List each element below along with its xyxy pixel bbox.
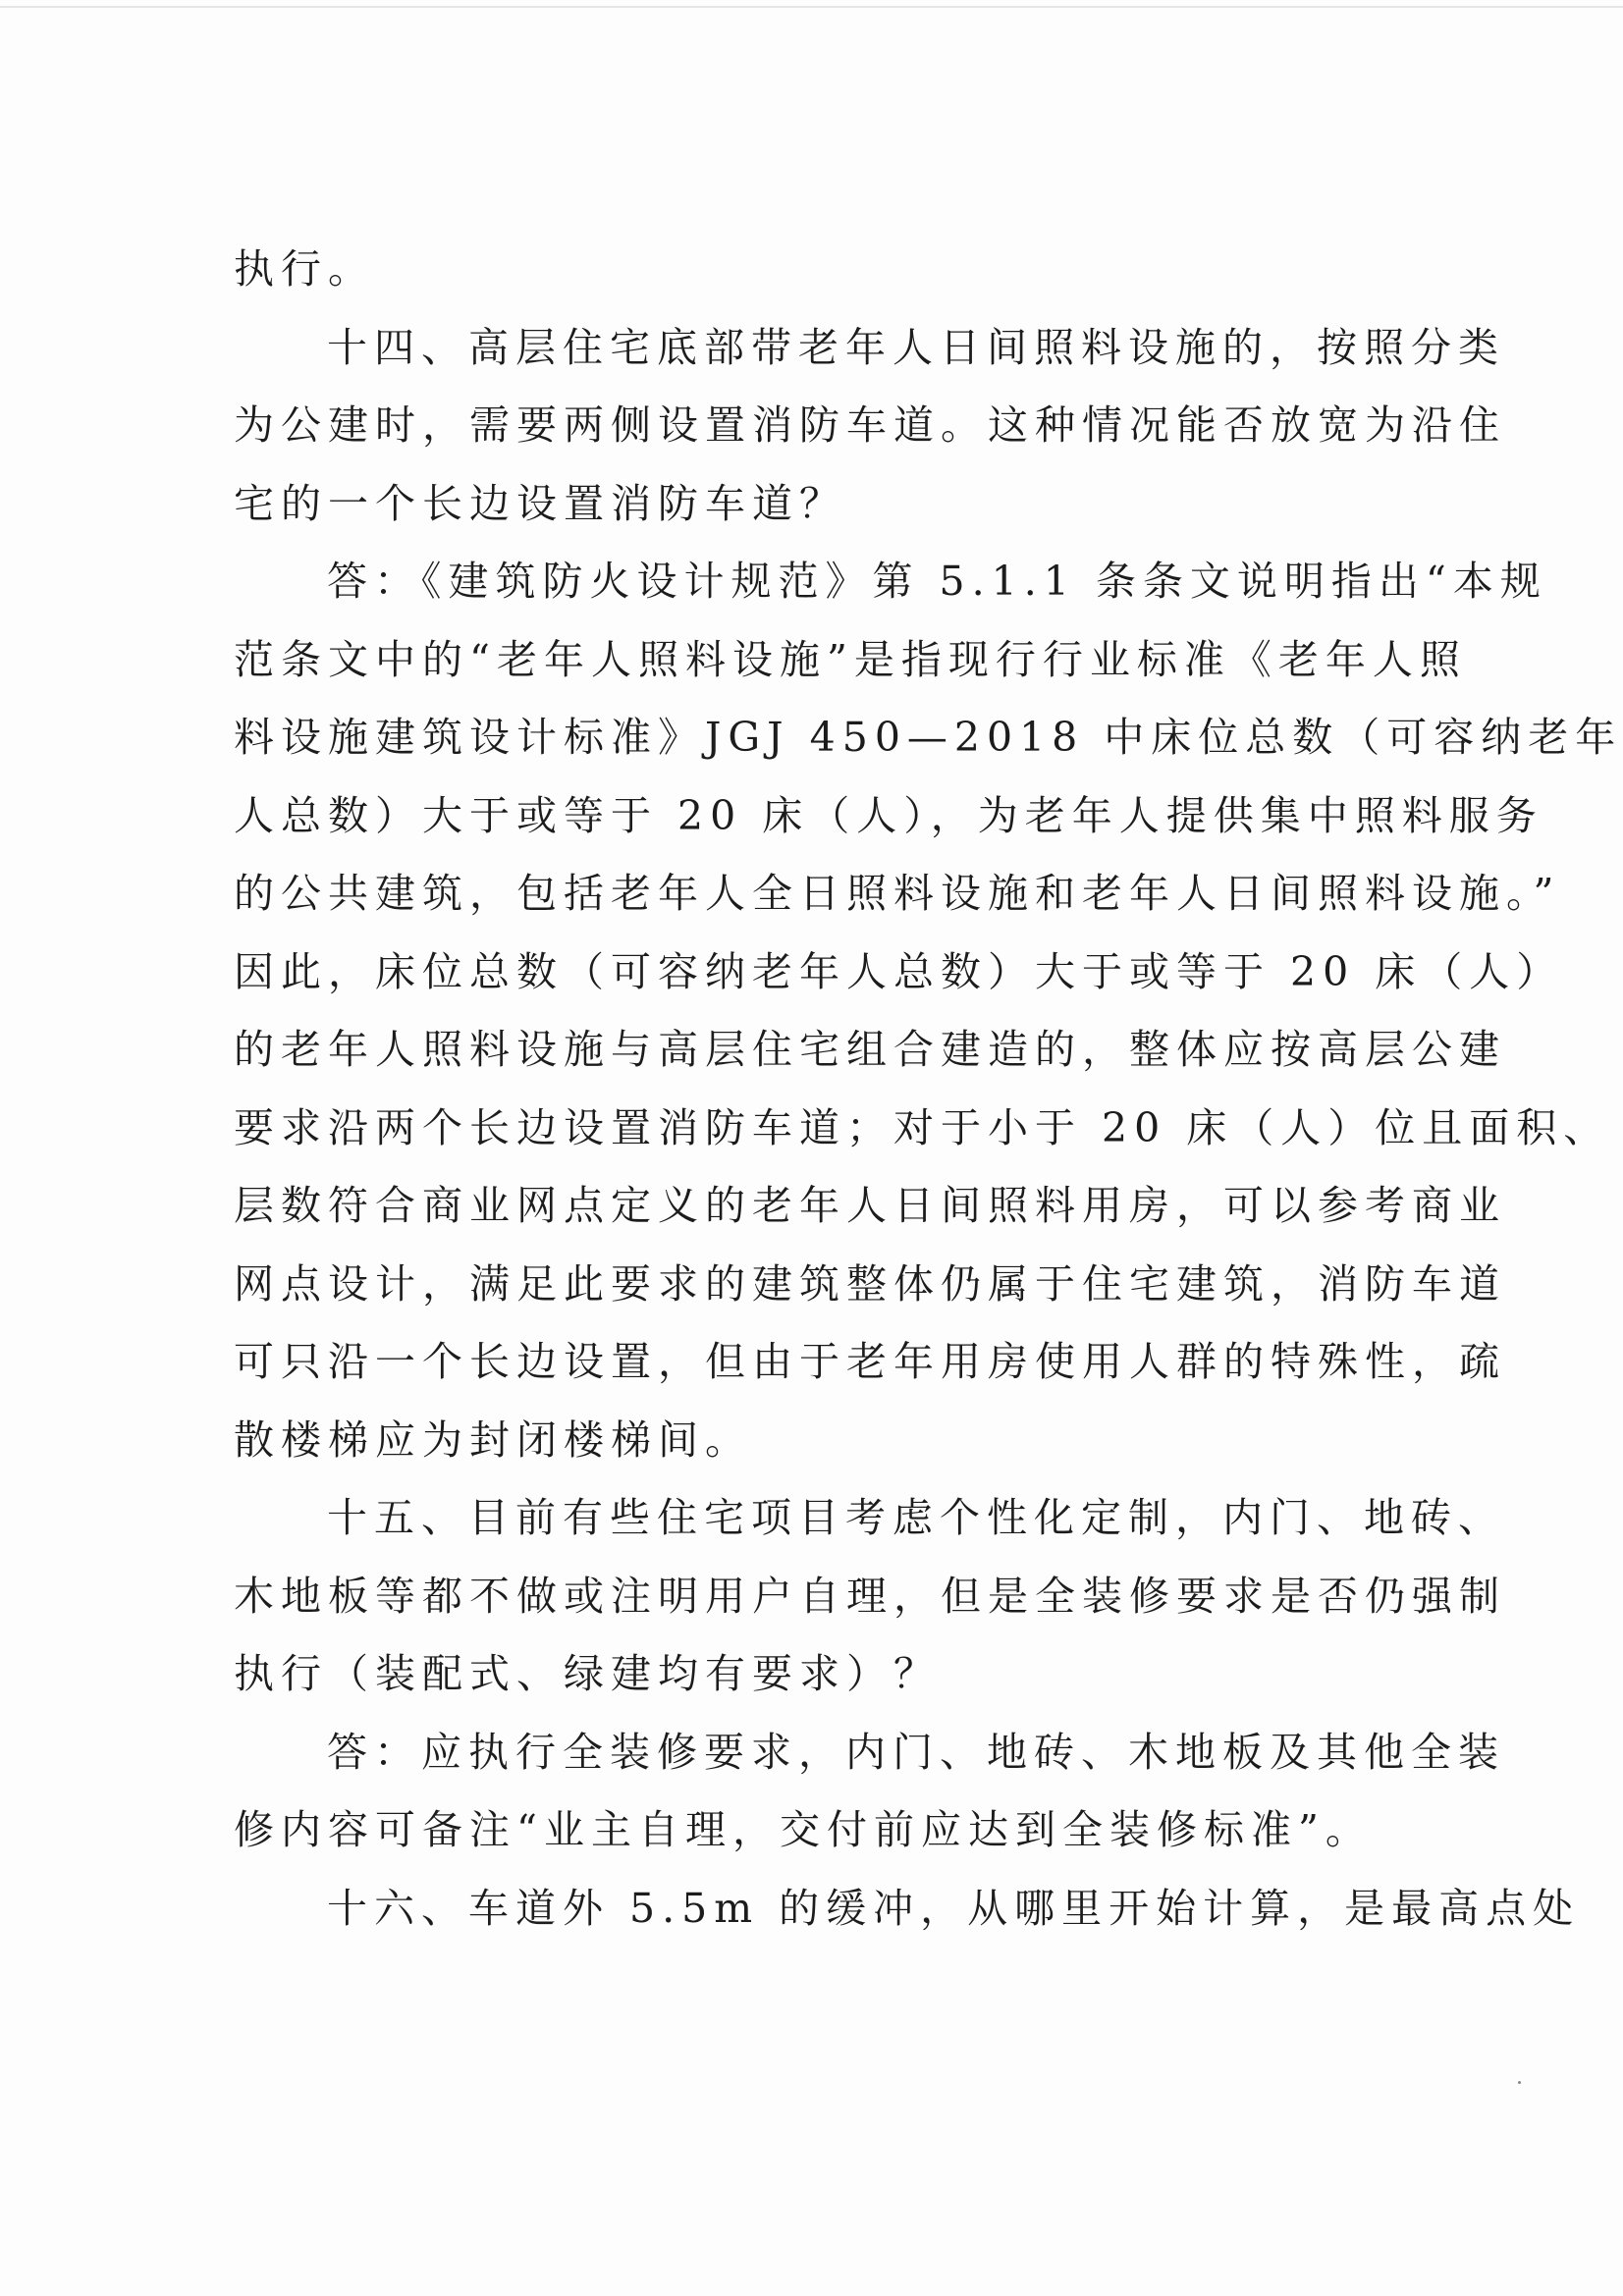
paragraph-line: 的老年人照料设施与高层住宅组合建造的，整体应按高层公建 xyxy=(234,1026,1506,1073)
paragraph-line: 要求沿两个长边设置消防车道；对于小于 20 床（人）位且面积、 xyxy=(234,1103,1611,1151)
paragraph-line: 料设施建筑设计标准》JGJ 450—2018 中床位总数（可容纳老年 xyxy=(234,714,1623,761)
question-15-heading: 十五、目前有些住宅项目考虑个性化定制，内门、地砖、 xyxy=(327,1494,1505,1541)
paragraph-line: 为公建时，需要两侧设置消防车道。这种情况能否放宽为沿住 xyxy=(234,401,1506,449)
document-body xyxy=(234,231,1623,1948)
paragraph-line: 执行（装配式、绿建均有要求）？ xyxy=(234,1650,941,1697)
paragraph-line: 因此，床位总数（可容纳老年人总数）大于或等于 20 床（人） xyxy=(234,947,1564,995)
paragraph-line: 网点设计，满足此要求的建筑整体仍属于住宅建筑，消防车道 xyxy=(234,1259,1506,1308)
paragraph-line: 宅的一个长边设置消防车道？ xyxy=(234,479,846,527)
paragraph-line: 可只沿一个长边设置，但由于老年用房使用人群的特殊性，疏 xyxy=(234,1338,1506,1385)
paragraph-line: 的公共建筑，包括老年人全日照料设施和老年人日间照料设施。” xyxy=(234,870,1561,917)
paragraph-line: 范条文中的“老年人照料设施”是指现行行业标准《老年人照 xyxy=(234,635,1467,683)
paragraph-line: 层数符合商业网点定义的老年人日间照料用房，可以参考商业 xyxy=(234,1182,1506,1229)
paragraph-line: 人总数）大于或等于 20 床（人），为老年人提供集中照料服务 xyxy=(234,791,1543,839)
question-14-heading: 十四、高层住宅底部带老年人日间照料设施的，按照分类 xyxy=(327,323,1505,371)
paragraph-line: 木地板等都不做或注明用户自理，但是全装修要求是否仍强制 xyxy=(234,1572,1506,1620)
paragraph-line: 散楼梯应为封闭楼梯间。 xyxy=(234,1415,752,1464)
paragraph-line: 执行。 xyxy=(234,245,375,293)
paragraph-line: 修内容可备注“业主自理，交付前应达到全装修标准”。 xyxy=(234,1806,1373,1853)
scan-edge-line xyxy=(0,6,1623,8)
answer-14-start: 答：《建筑防火设计规范》第 5.1.1 条条文说明指出“本规 xyxy=(327,558,1547,605)
question-16-heading: 十六、车道外 5.5m 的缓冲，从哪里开始计算，是最高点处 xyxy=(327,1884,1581,1932)
answer-15-start: 答：应执行全装修要求，内门、地砖、木地板及其他全装 xyxy=(327,1728,1505,1776)
scan-speck xyxy=(1518,2081,1521,2084)
